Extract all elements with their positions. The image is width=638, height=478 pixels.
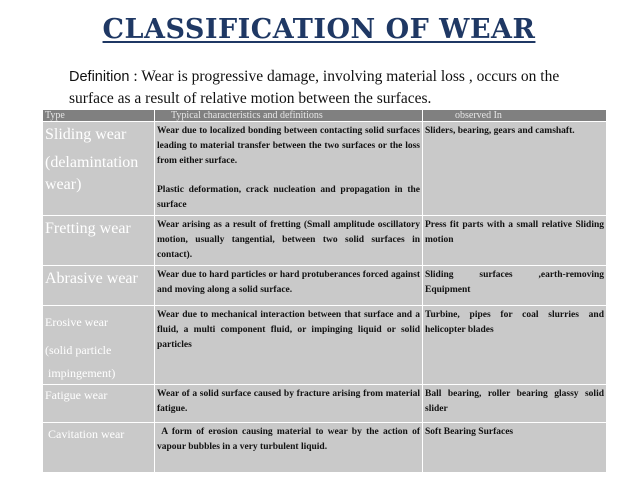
- observed-cell: Sliders, bearing, gears and camshaft.: [423, 122, 607, 216]
- definition-line: Wear due to localized bonding between contacting solid surfaces leading to material transfer between the two surfaces or the loss from either surface.: [157, 126, 420, 166]
- type-sublabel: (delamintation wear): [45, 154, 139, 193]
- definition-cell: Wear due to hard particles or hard protuberances forced against and moving along a solid surface.: [155, 266, 423, 306]
- wear-classification-table: [42, 109, 607, 473]
- type-cell: [43, 266, 155, 306]
- observed-cell: Press fit parts with a small relative Sliding motion: [423, 216, 607, 266]
- definition-lead: Definition: [69, 69, 130, 85]
- observed-cell: Sliding surfaces ,earth-removing Equipment: [423, 266, 607, 306]
- type-label: Sliding wear: [45, 126, 127, 143]
- definition-paragraph: [69, 66, 589, 109]
- definition-text: : Wear is progressive damage, involving material loss , occurs on the surface as a result of relative motion between the surfaces.: [69, 68, 560, 107]
- table-row: [43, 423, 607, 473]
- type-cell: [43, 216, 155, 266]
- type-label: Abrasive wear: [45, 270, 138, 287]
- definition-line: Plastic deformation, crack nucleation and propagation in the surface: [157, 185, 420, 210]
- type-cell: [43, 423, 155, 473]
- page-title: CLASSIFICATION OF WEAR: [102, 14, 536, 45]
- header-characteristics: Typical characteristics and definitions: [155, 110, 423, 122]
- type-cell: [43, 385, 155, 423]
- definition-cell: Wear of a solid surface caused by fracture arising from material fatigue.: [155, 385, 423, 423]
- observed-cell: Soft Bearing Surfaces: [423, 423, 607, 473]
- table-header-row: [43, 110, 607, 122]
- type-label: Fatigue wear: [45, 388, 108, 402]
- type-label: Erosive wear: [45, 315, 108, 329]
- header-type: Type: [43, 110, 155, 122]
- table-row: [43, 385, 607, 423]
- type-label: Fretting wear: [45, 220, 131, 237]
- definition-cell: [155, 122, 423, 216]
- definition-cell: Wear due to mechanical interaction between that surface and a fluid, a multi component fluid, or impinging liquid or solid particles: [155, 306, 423, 385]
- type-sublabel: (solid particle: [45, 343, 112, 357]
- definition-cell: Wear arising as a result of fretting (Small amplitude oscillatory motion, usually tangential, between two solid surfaces in contact).: [155, 216, 423, 266]
- observed-cell: Turbine, pipes for coal slurries and helicopter blades: [423, 306, 607, 385]
- header-observed-in: observed In: [423, 110, 607, 122]
- type-sublabel: impingement): [45, 366, 116, 380]
- observed-cell: Ball bearing, roller bearing glassy solid slider: [423, 385, 607, 423]
- table-row: [43, 306, 607, 385]
- type-cell: [43, 122, 155, 216]
- type-label: Cavitation wear: [45, 427, 125, 441]
- type-cell: [43, 306, 155, 385]
- table-row: [43, 266, 607, 306]
- table-row: [43, 122, 607, 216]
- definition-cell: A form of erosion causing material to wear by the action of vapour bubbles in a very turbulent liquid.: [155, 423, 423, 473]
- table-row: [43, 216, 607, 266]
